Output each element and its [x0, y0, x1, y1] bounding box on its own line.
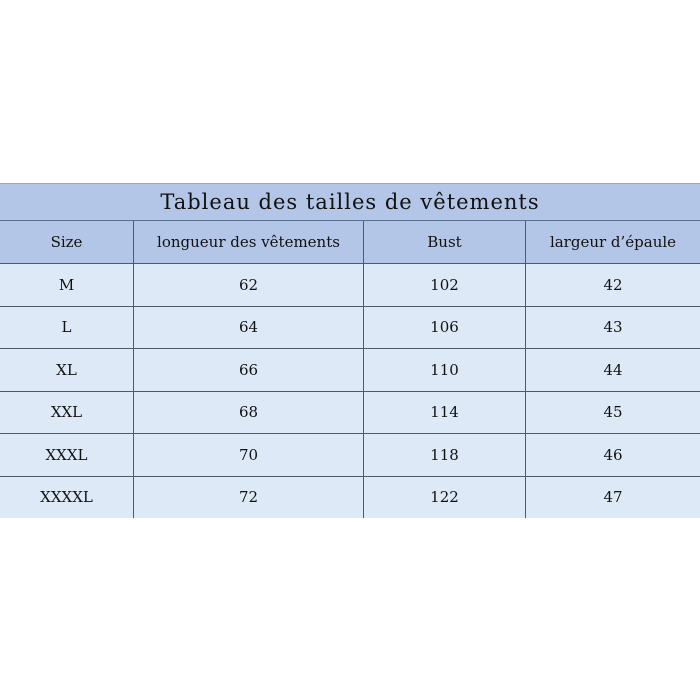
header-shoulder-width: largeur d’épaule — [549, 233, 677, 251]
cell-shoulder: 45 — [603, 403, 623, 422]
cell-length: 68 — [134, 392, 364, 434]
cell-size: XL — [0, 349, 134, 391]
cell-shoulder: 46 — [603, 445, 623, 464]
cell-bust: 110 — [364, 349, 526, 391]
cell-length: 70 — [134, 434, 364, 476]
table-title: Tableau des tailles de vêtements — [0, 183, 700, 221]
table-row — [0, 392, 700, 435]
table-header-row — [0, 221, 700, 264]
table-row — [0, 477, 700, 519]
cell-shoulder: 42 — [603, 275, 623, 294]
table-row — [0, 434, 700, 477]
header-bust: Bust — [364, 221, 526, 263]
table-row — [0, 307, 700, 350]
cell-size: XXXL — [0, 434, 134, 476]
cell-bust: 106 — [364, 307, 526, 349]
table-row — [0, 264, 700, 307]
table-row — [0, 349, 700, 392]
cell-size: XXL — [0, 392, 134, 434]
cell-bust: 114 — [364, 392, 526, 434]
cell-shoulder: 47 — [603, 488, 623, 507]
cell-size: L — [0, 307, 134, 349]
cell-shoulder: 43 — [603, 318, 623, 337]
cell-size: M — [0, 264, 134, 306]
cell-size: XXXXL — [0, 477, 134, 519]
cell-bust: 118 — [364, 434, 526, 476]
cell-length: 64 — [134, 307, 364, 349]
size-chart-table — [0, 183, 700, 518]
cell-bust: 122 — [364, 477, 526, 519]
cell-length: 72 — [134, 477, 364, 519]
header-size: Size — [0, 221, 134, 263]
cell-shoulder: 44 — [603, 360, 623, 379]
cell-bust: 102 — [364, 264, 526, 306]
cell-length: 66 — [134, 349, 364, 391]
header-garment-length: longueur des vêtements — [134, 221, 364, 263]
cell-length: 62 — [134, 264, 364, 306]
